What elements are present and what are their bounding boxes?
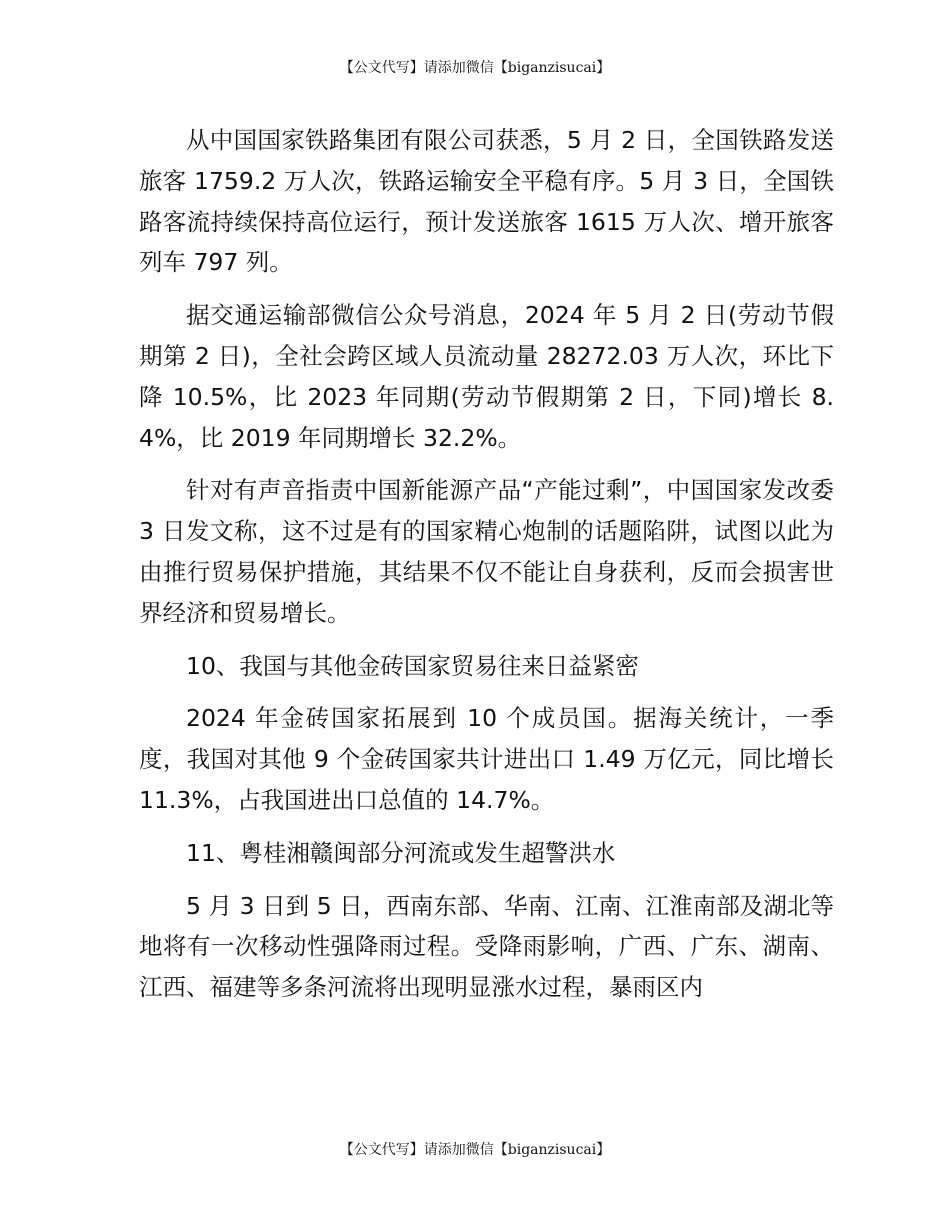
paragraph-brics-trade: 2024 年金砖国家拓展到 10 个成员国。据海关统计，一季度，我国对其他 9 个金砖国家共计进出口 1.49 万亿元，同比增长 11.3%，占我国进出口总值的 14.7%。 <box>139 704 834 814</box>
paragraph-overcapacity: 针对有声音指责中国新能源产品“产能过剩”，中国国家发改委 3 日发文称，这不过是有的国家精心炮制的话题陷阱，试图以此为由推行贸易保护措施，其结果不仅不能让自身获利，反而会损害世界经济和贸易增长。 <box>139 476 834 627</box>
paragraph-railway: 从中国国家铁路集团有限公司获悉，5 月 2 日，全国铁路发送旅客 1759.2 万人次，铁路运输安全平稳有序。5 月 3 日，全国铁路客流持续保持高位运行，预计发送旅客 1615 万人次、增开旅客列车 797 列。 <box>139 126 834 277</box>
page-footer: 【公文代写】请添加微信【biganzisucai】 <box>339 1142 611 1158</box>
section-heading-10: 10、我国与其他金砖国家贸易往来日益紧密 <box>186 651 639 680</box>
document-body <box>139 120 834 1020</box>
paragraph-flood-warning: 5 月 3 日到 5 日，西南东部、华南、江南、江淮南部及湖北等地将有一次移动性强降雨过程。受降雨影响，广西、广东、湖南、江西、福建等多条河流将出现明显涨水过程，暴雨区内 <box>139 891 834 1002</box>
page-header: 【公文代写】请添加微信【biganzisucai】 <box>339 60 611 76</box>
section-heading-11: 11、粤桂湘赣闽部分河流或发生超警洪水 <box>186 838 616 867</box>
paragraph-traffic-flow: 据交通运输部微信公众号消息，2024 年 5 月 2 日(劳动节假期第 2 日)，全社会跨区域人员流动量 28272.03 万人次，环比下降 10.5%，比 2023 年同期(劳动节假期第 2 日，下同)增长 8.4%，比 2019 年同期增长 32.2%。 <box>139 301 834 452</box>
